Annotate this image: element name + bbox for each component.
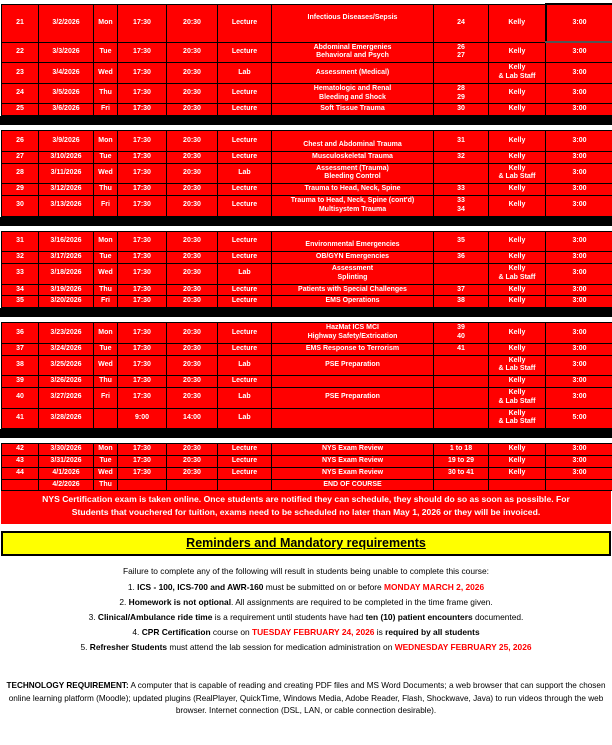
cell-start-time: 17:30 (118, 284, 167, 296)
cell-topic: Abdominal Emergenies Behavioral and Psych (272, 42, 434, 63)
schedule-week-table (1, 231, 612, 309)
cell-end-time: 20:30 (167, 104, 218, 116)
cell-day: Mon (94, 131, 118, 152)
cell-session-number: 21 (2, 4, 39, 42)
cell-hours: 3:00 (546, 467, 612, 479)
cell-session-type: Lecture (218, 455, 272, 467)
reminders-banner (1, 531, 611, 556)
cell-start-time: 17:30 (118, 231, 167, 252)
cell-hours: 3:00 (546, 296, 612, 308)
cell-session-number: 32 (2, 252, 39, 264)
cell-hours: 3:00 (546, 376, 612, 388)
cell-instructor: Kelly (489, 184, 546, 196)
cell-chapters (434, 388, 489, 409)
end-of-course-row (2, 231, 612, 252)
cell-hours: 3:00 (546, 355, 612, 376)
cell-session-type: Lecture (218, 467, 272, 479)
cell-chapters (434, 408, 489, 429)
end-of-course-row (2, 252, 612, 264)
cell-session-number: 23 (2, 63, 39, 84)
reminder-item: 1. ICS - 100, ICS-700 and AWR-160 must be submitted on or before MONDAY MARCH 2, 2026 (127, 581, 485, 592)
cell-topic: Trauma to Head, Neck, Spine (272, 184, 434, 196)
cell-session-number: 42 (2, 444, 39, 456)
cell-session-number: 31 (2, 231, 39, 252)
cell-chapters: 33 34 (434, 196, 489, 217)
cell-chapters: 30 to 41 (434, 467, 489, 479)
cell-date: 3/20/2026 (39, 296, 94, 308)
cell-hours: 3:00 (546, 284, 612, 296)
cell-session-type: Lecture (218, 296, 272, 308)
cell-day: Tue (94, 252, 118, 264)
cell-instructor: Kelly (489, 231, 546, 252)
cell-session-type: Lab (218, 163, 272, 184)
cell-instructor: Kelly & Lab Staff (489, 388, 546, 409)
cell-instructor: Kelly (489, 252, 546, 264)
cell-start-time: 17:30 (118, 343, 167, 355)
end-of-course-row (2, 131, 612, 152)
cell-end-time (167, 479, 218, 491)
cell-date: 3/26/2026 (39, 376, 94, 388)
cell-session-type: Lab (218, 264, 272, 285)
cell-chapters: 39 40 (434, 323, 489, 344)
cell-topic: EMS Operations (272, 296, 434, 308)
cell-hours: 3:00 (546, 163, 612, 184)
cell-session-type: Lecture (218, 196, 272, 217)
end-of-course-row (2, 42, 612, 63)
cell-session-number: 25 (2, 104, 39, 116)
cell-day: Thu (94, 184, 118, 196)
cell-chapters (434, 163, 489, 184)
cell-start-time: 17:30 (118, 467, 167, 479)
cell-end-time: 20:30 (167, 63, 218, 84)
cell-session-number: 27 (2, 151, 39, 163)
cell-session-number: 33 (2, 264, 39, 285)
cell-topic: END OF COURSE (272, 479, 434, 491)
end-of-course-row (2, 388, 612, 409)
cell-start-time: 17:30 (118, 196, 167, 217)
cell-hours: 3:00 (546, 455, 612, 467)
cell-session-type: Lab (218, 355, 272, 376)
reminder-item: 3. Clinical/Ambulance ride time is a requirement until students have had ten (10) patient encounters documented. (88, 611, 524, 622)
end-of-course-row (2, 104, 612, 116)
cell-day: Mon (94, 444, 118, 456)
end-of-course-row (2, 343, 612, 355)
reminders-intro: Failure to complete any of the following will result in students being unable to complete this course: (123, 565, 489, 576)
cell-topic: Final Exam (272, 376, 434, 388)
cell-session-number: 26 (2, 131, 39, 152)
cell-day: Fri (94, 104, 118, 116)
cell-chapters: 19 to 29 (434, 455, 489, 467)
cell-chapters (434, 264, 489, 285)
cell-instructor: Kelly (489, 467, 546, 479)
cell-topic: Exam 3 (Chapters 18 - 23, 25) Infectious Diseases/Sepsis *ICS-100, ICS-700 and AWR-160 must be submitted* (272, 4, 434, 42)
notice-line: NYS Certification exam is taken online. Once students are notified they can schedule, they should do so as soon as possible. For (42, 494, 570, 505)
cell-hours: 3:00 (546, 252, 612, 264)
cell-session-number: 22 (2, 42, 39, 63)
cell-hours: 3:00 (546, 323, 612, 344)
cell-topic: Assessment Splinting (272, 264, 434, 285)
cell-session-number: 44 (2, 467, 39, 479)
end-of-course-row (2, 284, 612, 296)
technology-requirement: TECHNOLOGY REQUIREMENT: A computer that is capable of reading and creating PDF files and MS Word Documents; a web browser that can support the chosen online learning platform (Moodle); updated plugins (RealPlayer, QuickTime, Windows Media, Adobe Reader, Flash, Shockwave, Java) to run videos through the web browser. Internet connection (DSL, LAN, or cable connection desirable). (6, 680, 606, 716)
cell-day: Sat (94, 408, 118, 429)
schedule-week-table (1, 130, 612, 216)
cell-topic: HazMat ICS MCI Highway Safety/Extrication (272, 323, 434, 344)
cell-day: Tue (94, 343, 118, 355)
end-of-course-row (2, 196, 612, 217)
cell-end-time: 20:30 (167, 4, 218, 42)
cell-start-time: 17:30 (118, 252, 167, 264)
cell-session-type: Lecture (218, 323, 272, 344)
cell-date: 3/12/2026 (39, 184, 94, 196)
cell-date: 3/13/2026 (39, 196, 94, 217)
cell-chapters: 31 (434, 131, 489, 152)
end-of-course-row (2, 63, 612, 84)
cell-date: 3/18/2026 (39, 264, 94, 285)
cell-instructor: Kelly & Lab Staff (489, 264, 546, 285)
cell-date: 3/24/2026 (39, 343, 94, 355)
cell-chapters: 1 to 18 (434, 444, 489, 456)
cell-topic: NYS Exam Review (272, 467, 434, 479)
cell-instructor: Kelly (489, 83, 546, 104)
cell-session-type: Lecture (218, 231, 272, 252)
cell-date: 3/2/2026 (39, 4, 94, 42)
cell-session-number: 35 (2, 296, 39, 308)
cell-instructor: Kelly (489, 444, 546, 456)
cell-hours: 5:00 (546, 408, 612, 429)
cell-start-time: 17:30 (118, 131, 167, 152)
cell-hours: 3:00 (546, 231, 612, 252)
end-of-course-row (2, 479, 612, 491)
cell-start-time: 17:30 (118, 388, 167, 409)
cell-day: Thu (94, 376, 118, 388)
cell-date: 3/25/2026 (39, 355, 94, 376)
cell-hours: 3:00 (546, 104, 612, 116)
end-of-course-row (2, 408, 612, 429)
cell-session-number: 36 (2, 323, 39, 344)
cell-start-time: 17:30 (118, 376, 167, 388)
cell-day: Wed (94, 63, 118, 84)
cell-date: 3/6/2026 (39, 104, 94, 116)
cell-session-number (2, 479, 39, 491)
cell-session-number: 34 (2, 284, 39, 296)
end-of-course-row (2, 376, 612, 388)
nys-certification-notice (1, 491, 611, 524)
cell-session-type: Lab (218, 63, 272, 84)
cell-chapters (434, 376, 489, 388)
cell-chapters: 30 (434, 104, 489, 116)
cell-instructor: Kelly (489, 4, 546, 42)
cell-end-time: 20:30 (167, 355, 218, 376)
cell-end-time: 20:30 (167, 323, 218, 344)
cell-start-time: 17:30 (118, 4, 167, 42)
reminder-item: 2. Homework is not optional. All assignments are required to be completed in the time frame given. (119, 596, 493, 607)
cell-end-time: 20:30 (167, 163, 218, 184)
cell-topic: NYS Exam Review (272, 455, 434, 467)
cell-day: Fri (94, 196, 118, 217)
cell-topic: NYS Practical Skills Exam (272, 408, 434, 429)
cell-day: Thu (94, 479, 118, 491)
cell-date: 3/23/2026 (39, 323, 94, 344)
cell-date: 3/16/2026 (39, 231, 94, 252)
cell-start-time: 9:00 (118, 408, 167, 429)
cell-start-time: 17:30 (118, 323, 167, 344)
cell-day: Thu (94, 83, 118, 104)
cell-instructor: Kelly (489, 42, 546, 63)
cell-start-time: 17:30 (118, 42, 167, 63)
cell-chapters: 32 (434, 151, 489, 163)
cell-instructor: Kelly & Lab Staff (489, 163, 546, 184)
cell-end-time: 20:30 (167, 264, 218, 285)
cell-end-time: 20:30 (167, 284, 218, 296)
cell-day: Wed (94, 355, 118, 376)
schedule-week-table (1, 3, 612, 116)
cell-start-time: 17:30 (118, 104, 167, 116)
cell-end-time: 20:30 (167, 131, 218, 152)
cell-end-time: 20:30 (167, 42, 218, 63)
cell-chapters (434, 63, 489, 84)
cell-session-number: 37 (2, 343, 39, 355)
cell-instructor: Kelly & Lab Staff (489, 63, 546, 84)
cell-day: Mon (94, 4, 118, 42)
cell-hours: 3:00 (546, 63, 612, 84)
cell-hours: 3:00 (546, 343, 612, 355)
end-of-course-row (2, 296, 612, 308)
cell-session-type: Lecture (218, 343, 272, 355)
cell-start-time: 17:30 (118, 163, 167, 184)
cell-instructor: Kelly (489, 284, 546, 296)
cell-date: 4/2/2026 (39, 479, 94, 491)
cell-hours: 3:00 (546, 184, 612, 196)
cell-date: 4/1/2026 (39, 467, 94, 479)
reminder-item: 4. CPR Certification course on TUESDAY FEBRUARY 24, 2026 is required by all students (132, 626, 480, 637)
cell-hours: 3:00 (546, 42, 612, 63)
cell-topic: Trauma to Head, Neck, Spine (cont'd) Multisystem Trauma (272, 196, 434, 217)
cell-chapters (434, 355, 489, 376)
cell-instructor: Kelly & Lab Staff (489, 408, 546, 429)
cell-session-number: 41 (2, 408, 39, 429)
cell-session-type: Lecture (218, 83, 272, 104)
cell-instructor: Kelly (489, 131, 546, 152)
cell-session-type: Lab (218, 408, 272, 429)
reminders-section (0, 566, 612, 653)
cell-date: 3/3/2026 (39, 42, 94, 63)
cell-end-time: 20:30 (167, 184, 218, 196)
end-of-course-row (2, 323, 612, 344)
cell-session-type: Lab (218, 388, 272, 409)
cell-session-type: Lecture (218, 151, 272, 163)
cell-day: Thu (94, 284, 118, 296)
cell-start-time: 17:30 (118, 264, 167, 285)
cell-date: 3/10/2026 (39, 151, 94, 163)
cell-start-time: 17:30 (118, 455, 167, 467)
cell-session-type (218, 479, 272, 491)
week-separator-bar (0, 116, 612, 125)
end-of-course-row (2, 355, 612, 376)
cell-day: Mon (94, 323, 118, 344)
cell-session-type: Lecture (218, 131, 272, 152)
cell-hours: 3:00 (546, 264, 612, 285)
cell-day: Fri (94, 296, 118, 308)
reminder-item: 5. Refresher Students must attend the lab session for medication administration on WEDNESDAY FEBRUARY 25, 2026 (80, 641, 532, 652)
cell-day: Tue (94, 151, 118, 163)
cell-topic: Soft Tissue Trauma (272, 104, 434, 116)
cell-day: Tue (94, 42, 118, 63)
cell-date: 3/19/2026 (39, 284, 94, 296)
cell-start-time: 17:30 (118, 444, 167, 456)
cell-hours: 3:00 (546, 4, 612, 42)
cell-chapters: 35 (434, 231, 489, 252)
cell-topic: PSE Preparation (272, 388, 434, 409)
cell-instructor: Kelly & Lab Staff (489, 355, 546, 376)
cell-start-time: 17:30 (118, 184, 167, 196)
cell-session-number: 29 (2, 184, 39, 196)
cell-end-time: 14:00 (167, 408, 218, 429)
cell-date: 3/4/2026 (39, 63, 94, 84)
cell-topic: Assessment (Trauma) Bleeding Control (272, 163, 434, 184)
cell-end-time: 20:30 (167, 231, 218, 252)
cell-hours: 3:00 (546, 196, 612, 217)
cell-instructor: Kelly (489, 323, 546, 344)
course-schedule-table (0, 3, 612, 491)
end-of-course-row (2, 455, 612, 467)
cell-instructor: Kelly (489, 104, 546, 116)
cell-day: Wed (94, 264, 118, 285)
cell-chapters: 26 27 (434, 42, 489, 63)
cell-session-type: Lecture (218, 284, 272, 296)
week-separator-bar (0, 217, 612, 226)
end-of-course-row (2, 264, 612, 285)
reminders-list (0, 582, 612, 653)
cell-topic: EMS Response to Terrorism (272, 343, 434, 355)
notice-line: Students that vouchered for tuition, exams need to be scheduled no later than May 1, 2026 or they will be invoiced. (71, 507, 541, 518)
cell-chapters: 33 (434, 184, 489, 196)
cell-date: 3/11/2026 (39, 163, 94, 184)
cell-topic: PSE Preparation (272, 355, 434, 376)
cell-session-type: Lecture (218, 42, 272, 63)
cell-hours: 3:00 (546, 444, 612, 456)
end-of-course-row (2, 444, 612, 456)
cell-session-number: 40 (2, 388, 39, 409)
cell-instructor: Kelly (489, 296, 546, 308)
cell-instructor: Kelly (489, 376, 546, 388)
cell-chapters: 28 29 (434, 83, 489, 104)
cell-date: 3/17/2026 (39, 252, 94, 264)
cell-date: 3/30/2026 (39, 444, 94, 456)
cell-session-number: 30 (2, 196, 39, 217)
cell-session-type: Lecture (218, 4, 272, 42)
end-of-course-row (2, 83, 612, 104)
cell-end-time: 20:30 (167, 467, 218, 479)
cell-session-number: 39 (2, 376, 39, 388)
cell-start-time: 17:30 (118, 151, 167, 163)
cell-date: 3/5/2026 (39, 83, 94, 104)
end-of-course-row (2, 467, 612, 479)
cell-day: Wed (94, 163, 118, 184)
cell-end-time: 20:30 (167, 252, 218, 264)
cell-hours: 3:00 (546, 83, 612, 104)
cell-end-time: 20:30 (167, 196, 218, 217)
cell-chapters: 24 (434, 4, 489, 42)
cell-session-type: Lecture (218, 376, 272, 388)
cell-day: Fri (94, 388, 118, 409)
cell-session-number: 43 (2, 455, 39, 467)
cell-hours (546, 479, 612, 491)
cell-start-time: 17:30 (118, 63, 167, 84)
end-of-course-row (2, 4, 612, 42)
cell-day: Mon (94, 231, 118, 252)
cell-topic: Assessment (Medical) (272, 63, 434, 84)
cell-end-time: 20:30 (167, 444, 218, 456)
cell-instructor: Kelly (489, 455, 546, 467)
week-separator-bar (0, 429, 612, 438)
cell-chapters: 37 (434, 284, 489, 296)
cell-end-time: 20:30 (167, 151, 218, 163)
cell-date: 3/31/2026 (39, 455, 94, 467)
schedule-week-table (1, 443, 612, 491)
end-of-course-row (2, 184, 612, 196)
cell-instructor (489, 479, 546, 491)
cell-chapters (434, 479, 489, 491)
cell-instructor: Kelly (489, 196, 546, 217)
cell-hours: 3:00 (546, 151, 612, 163)
cell-end-time: 20:30 (167, 343, 218, 355)
cell-hours: 3:00 (546, 131, 612, 152)
cell-date: 3/9/2026 (39, 131, 94, 152)
cell-end-time: 20:30 (167, 296, 218, 308)
schedule-week-table (1, 322, 612, 429)
cell-day: Wed (94, 467, 118, 479)
cell-start-time: 17:30 (118, 83, 167, 104)
cell-end-time: 20:30 (167, 455, 218, 467)
cell-session-number: 24 (2, 83, 39, 104)
cell-end-time: 20:30 (167, 83, 218, 104)
cell-date: 3/27/2026 (39, 388, 94, 409)
cell-session-number: 28 (2, 163, 39, 184)
cell-topic: OB/GYN Emergencies (272, 252, 434, 264)
cell-topic: Exam 4 (Chapters 24, 26 - 30) Chest and Abdominal Trauma (272, 131, 434, 152)
cell-hours: 3:00 (546, 388, 612, 409)
cell-session-type: Lecture (218, 444, 272, 456)
cell-session-type: Lecture (218, 104, 272, 116)
week-separator-bar (0, 308, 612, 317)
cell-start-time (118, 479, 167, 491)
cell-topic: Exam 5 (Chapters 31 - 34) Environmental Emergencies (272, 231, 434, 252)
cell-start-time: 17:30 (118, 355, 167, 376)
cell-session-number: 38 (2, 355, 39, 376)
cell-chapters: 38 (434, 296, 489, 308)
cell-instructor: Kelly (489, 151, 546, 163)
cell-chapters: 36 (434, 252, 489, 264)
cell-date: 3/28/2026 (39, 408, 94, 429)
cell-topic: Musculoskeletal Trauma (272, 151, 434, 163)
cell-instructor: Kelly (489, 343, 546, 355)
cell-end-time: 20:30 (167, 388, 218, 409)
end-of-course-row (2, 163, 612, 184)
cell-end-time: 20:30 (167, 376, 218, 388)
cell-chapters: 41 (434, 343, 489, 355)
cell-day: Tue (94, 455, 118, 467)
cell-session-type: Lecture (218, 184, 272, 196)
cell-topic: Hematologic and Renal Bleeding and Shock (272, 83, 434, 104)
cell-start-time: 17:30 (118, 296, 167, 308)
cell-topic: Patients with Special Challenges (272, 284, 434, 296)
cell-session-type: Lecture (218, 252, 272, 264)
end-of-course-row (2, 151, 612, 163)
reminders-banner-title: Reminders and Mandatory requirements (186, 535, 426, 550)
cell-topic: NYS Exam Review (272, 444, 434, 456)
